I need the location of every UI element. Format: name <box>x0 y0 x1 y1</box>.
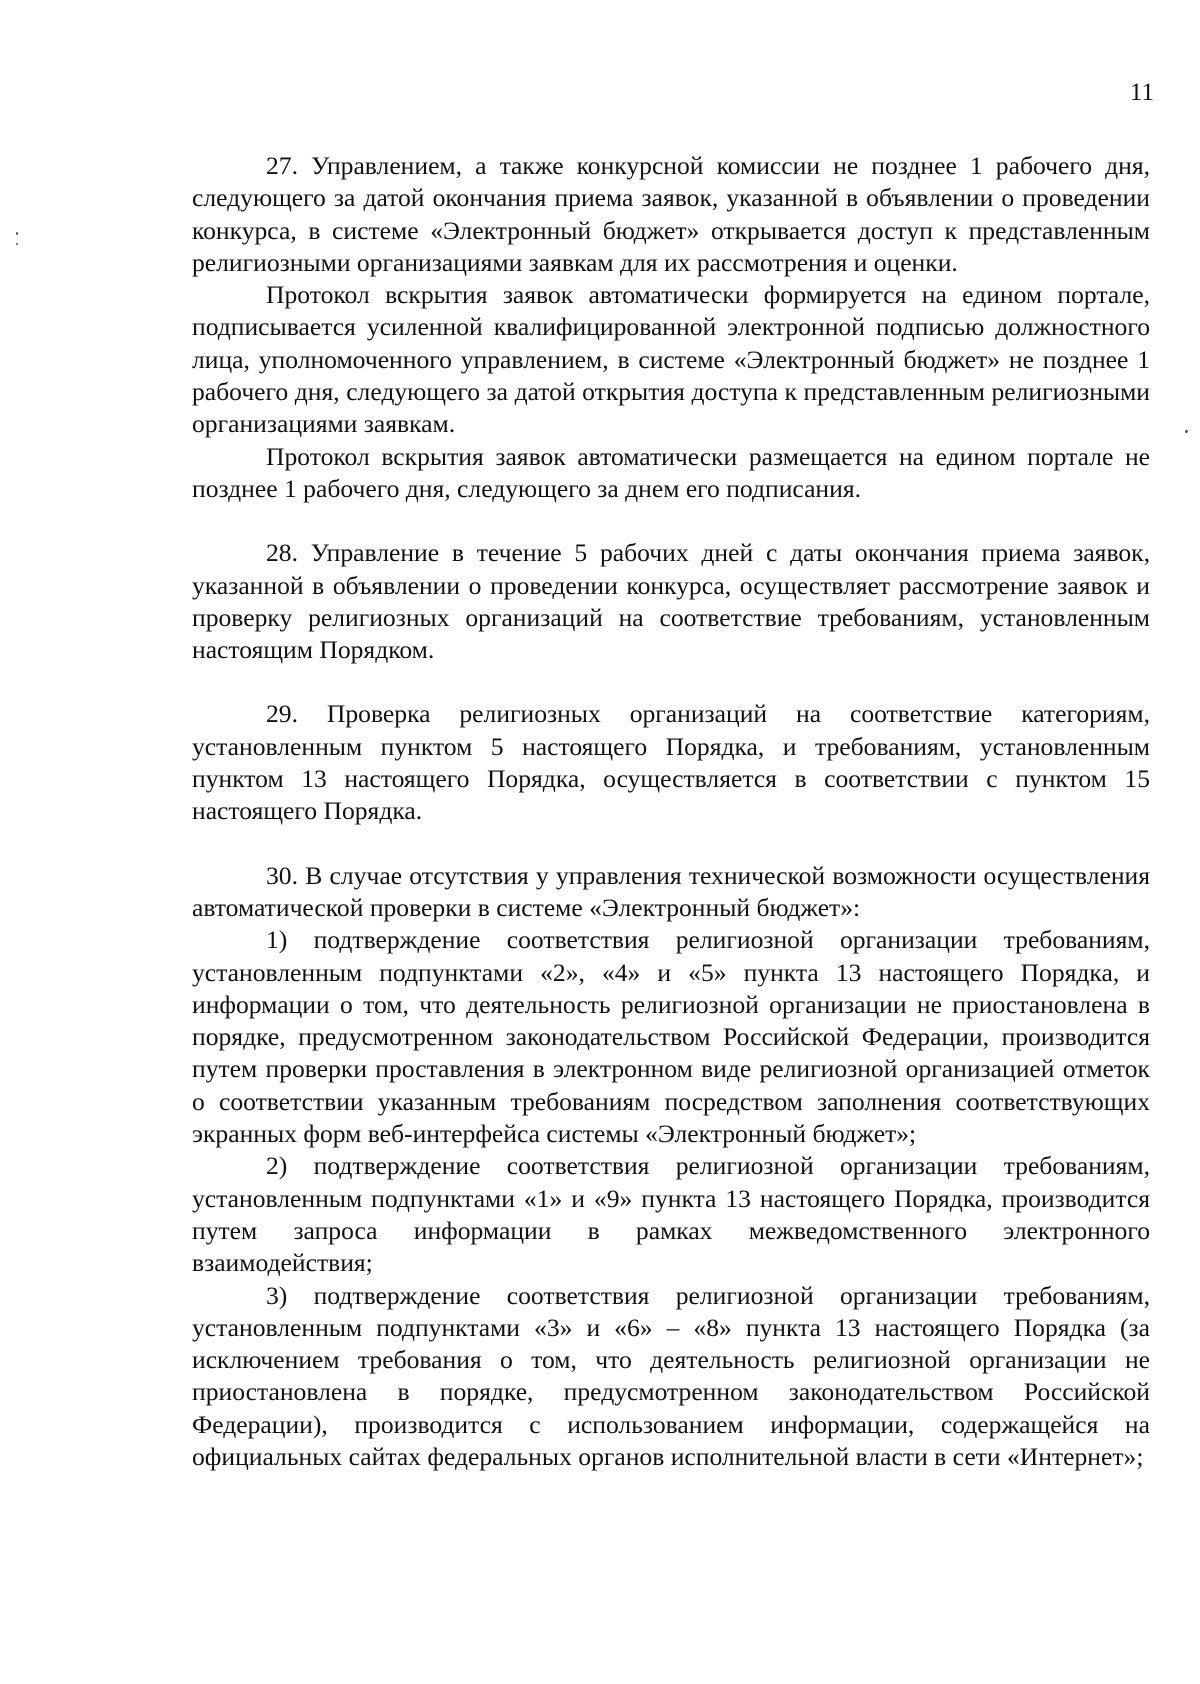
section-spacer <box>192 666 1150 698</box>
paragraph-28: 28. Управление в течение 5 рабочих дней с даты окончания приема заявок, указанной в объявлении о проведении конкурса, осуществляет рассмотрение заявок и проверку религиозных организаций на соответствие требованиям, установленным настоящим Порядком. <box>192 538 1150 665</box>
scan-speck <box>16 232 18 235</box>
paragraph-27: 27. Управлением, а также конкурсной комиссии не позднее 1 рабочего дня, следующего за датой окончания приема заявок, указанной в объявлении о проведении конкурса, в системе «Электронный бюджет» открывается доступ к представленным религиозными организациями заявкам для их рассмотрения и оценки. <box>192 151 1150 277</box>
paragraph-27-protocol-publication: Протокол вскрытия заявок автоматически размещается на едином портале не позднее 1 рабочего дня, следующего за днем его подписания. <box>192 441 1150 503</box>
section-spacer <box>192 505 1150 537</box>
page-number: 11 <box>1129 79 1154 106</box>
document-body <box>192 150 1150 1473</box>
paragraph-30: 30. В случае отсутствия у управления технической возможности осуществления автоматической проверки в системе «Электронный бюджет»: <box>192 860 1150 922</box>
paragraph-27-protocol-formation: Протокол вскрытия заявок автоматически формируется на едином портале, подписывается усиленной квалифицированной электронной подписью должностного лица, уполномоченного управлением, в системе «Электронный бюджет» не позднее 1 рабочего дня, следующего за датой открытия доступа к представленным религиозными организациями заявкам. <box>192 280 1150 439</box>
paragraph-30-item-1: 1) подтверждение соответствия религиозной организации требованиям, установленным подпунктами «2», «4» и «5» пункта 13 настоящего Порядка, и информации о том, что деятельность религиозной организации не приостановлена в порядке, предусмотренном законодательством Российской Федерации, производится путем проверки проставления в электронном виде религиозной организацией отметок о соответствии указанным требованиям посредством заполнения соответствующих экранных форм веб-интерфейса системы «Электронный бюджет»; <box>192 925 1150 1149</box>
scan-speck <box>16 243 18 245</box>
section-spacer <box>192 828 1150 860</box>
scan-speck <box>1185 430 1188 433</box>
paragraph-30-item-2: 2) подтверждение соответствия религиозной организации требованиям, установленным подпунктами «1» и «9» пункта 13 настоящего Порядка, производится путем запроса информации в рамках межведомственного электронного взаимодействия; <box>192 1151 1150 1278</box>
paragraph-30-item-3: 3) подтверждение соответствия религиозной организации требованиям, установленным подпунктами «3» и «6» – «8» пункта 13 настоящего Порядка (за исключением требования о том, что деятельность религиозной организации не приостановлена в порядке, предусмотренном законодательством Российской Федерации), производится с использованием информации, содержащейся на официальных сайтах федеральных органов исполнительной власти в сети «Интернет»; <box>192 1280 1150 1471</box>
paragraph-29: 29. Проверка религиозных организаций на соответствие категориям, установленным пунктом 5 настоящего Порядка, и требованиям, установленным пунктом 13 настоящего Порядка, осуществляется в соответствии с пунктом 15 настоящего Порядка. <box>192 699 1150 826</box>
